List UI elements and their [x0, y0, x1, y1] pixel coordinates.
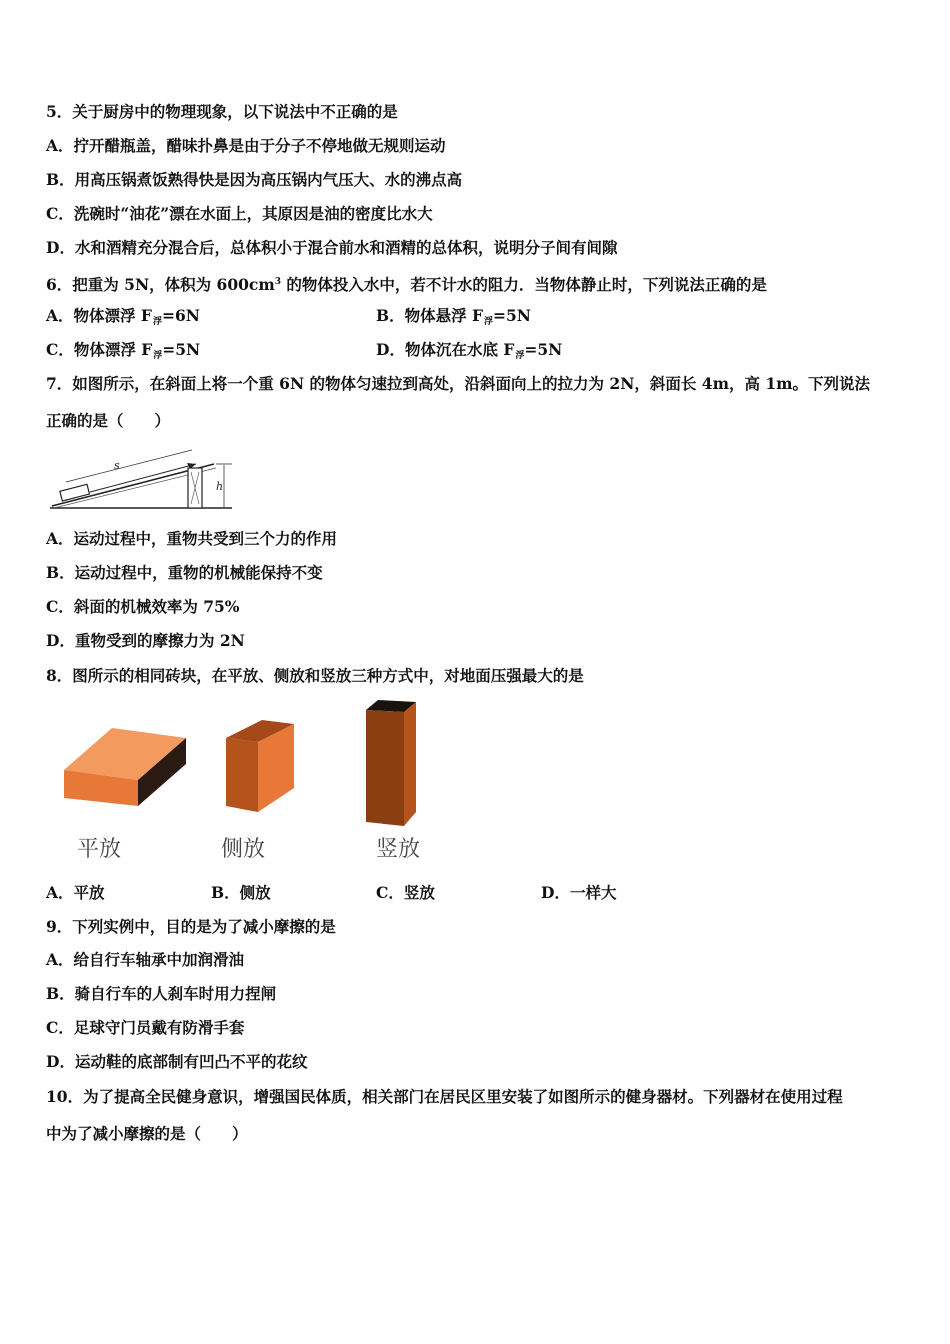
q7-stem-line2: 正确的是（ ）: [46, 411, 171, 430]
h-label: h: [216, 480, 224, 493]
incline-figure: [44, 448, 236, 514]
q8-option-d: D．一样大: [541, 883, 617, 902]
q9-option-a: A．给自行车轴承中加润滑油: [46, 950, 245, 969]
q9-option-b: B．骑自行车的人刹车时用力捏闸: [46, 984, 277, 1003]
q5-stem: 5．关于厨房中的物理现象，以下说法中不正确的是: [46, 102, 398, 121]
s-label: s: [114, 459, 120, 472]
q6-stem: 6．把重为 5N，体积为 $600cm^3$ 的物体投入水中，若不计水的阻力．当物体静止时，下列说法正确的是: [46, 275, 767, 295]
q7-option-d: D．重物受到的摩擦力为 2N: [46, 631, 245, 650]
q6-option-b: B．物体悬浮 F浮=5N: [376, 306, 531, 327]
q6-option-a: A．物体漂浮 F浮=6N: [46, 306, 200, 327]
bricks-figure: [56, 698, 436, 832]
q5-option-b: B．用高压锅煮饭熟得快是因为高压锅内气压大、水的沸点高: [46, 170, 463, 189]
brick-side: [226, 720, 294, 812]
q8-option-b: B．侧放: [211, 883, 271, 902]
q8-option-c: C．竖放: [376, 883, 435, 902]
brick-flat: [64, 728, 186, 806]
q7-stem-line1: 7．如图所示，在斜面上将一个重 6N 的物体匀速拉到高处，沿斜面向上的拉力为 2N，斜面长 4m，高 1m。下列说法: [46, 374, 871, 393]
q7-option-c: C．斜面的机械效率为 75%: [46, 597, 240, 616]
q6-option-c: C．物体漂浮 F浮=5N: [46, 340, 201, 361]
q9-option-d: D．运动鞋的底部制有凹凸不平的花纹: [46, 1052, 308, 1071]
q8-option-a: A．平放: [46, 883, 105, 902]
q7-option-b: B．运动过程中，重物的机械能保持不变: [46, 563, 323, 582]
q10-stem-line2: 中为了减小摩擦的是（ ）: [46, 1124, 248, 1143]
q6-option-d: D．物体沉在水底 F浮=5N: [376, 340, 563, 361]
q9-option-c: C．足球守门员戴有防滑手套: [46, 1018, 245, 1037]
q7-option-a: A．运动过程中，重物共受到三个力的作用: [46, 529, 338, 548]
brick-label-upright: 竖放: [376, 837, 421, 862]
q8-stem: 8．图所示的相同砖块，在平放、侧放和竖放三种方式中，对地面压强最大的是: [46, 666, 584, 685]
q9-stem: 9．下列实例中，目的是为了减小摩擦的是: [46, 917, 336, 936]
q5-option-d: D．水和酒精充分混合后，总体积小于混合前水和酒精的总体积，说明分子间有间隙: [46, 238, 618, 257]
brick-upright: [366, 700, 416, 826]
q5-option-c: C．洗碗时“油花”漂在水面上，其原因是油的密度比水大: [46, 204, 433, 223]
brick-label-side: 侧放: [221, 837, 266, 862]
brick-label-flat: 平放: [77, 837, 122, 862]
q10-stem-line1: 10．为了提高全民健身意识，增强国民体质，相关部门在居民区里安装了如图所示的健身器材。下列器材在使用过程: [46, 1087, 843, 1106]
q5-option-a: A．拧开醋瓶盖，醋味扑鼻是由于分子不停地做无规则运动: [46, 136, 446, 155]
